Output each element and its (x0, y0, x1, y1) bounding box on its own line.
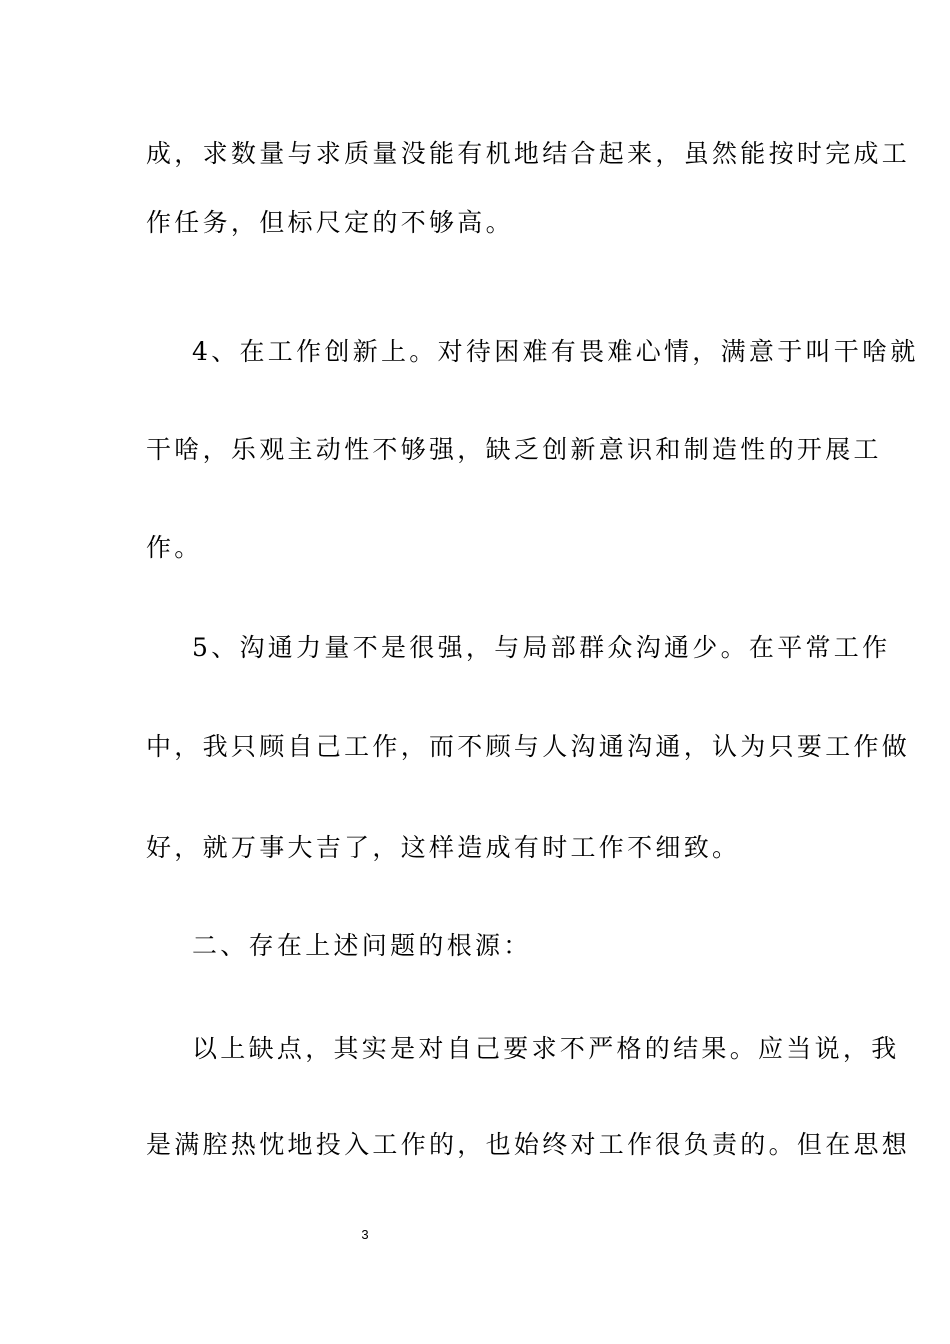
text-line-2: 作任务，但标尺定的不够高。 (146, 208, 514, 237)
text-line-6: 5、沟通力量不是很强，与局部群众沟通少。在平常工作 (192, 633, 891, 662)
text-line-11: 是满腔热忱地投入工作的，也始终对工作很负责的。但在思想 (146, 1130, 911, 1159)
page-number: 3 (361, 1227, 369, 1242)
text-line-3: 4、在工作创新上。对待困难有畏难心情，满意于叫干啥就 (192, 337, 919, 366)
text-line-10: 以上缺点，其实是对自己要求不严格的结果。应当说，我 (192, 1034, 900, 1063)
text-line-5: 作。 (146, 533, 203, 562)
text-line-4: 干啥，乐观主动性不够强，缺乏创新意识和制造性的开展工 (146, 435, 882, 464)
section-heading: 二、存在上述问题的根源： (192, 931, 532, 960)
text-line-7: 中，我只顾自己工作，而不顾与人沟通沟通，认为只要工作做 (146, 732, 911, 761)
text-line-8: 好，就万事大吉了，这样造成有时工作不细致。 (146, 833, 741, 862)
text-line-1: 成，求数量与求质量没能有机地结合起来，虽然能按时完成工 (146, 139, 911, 168)
